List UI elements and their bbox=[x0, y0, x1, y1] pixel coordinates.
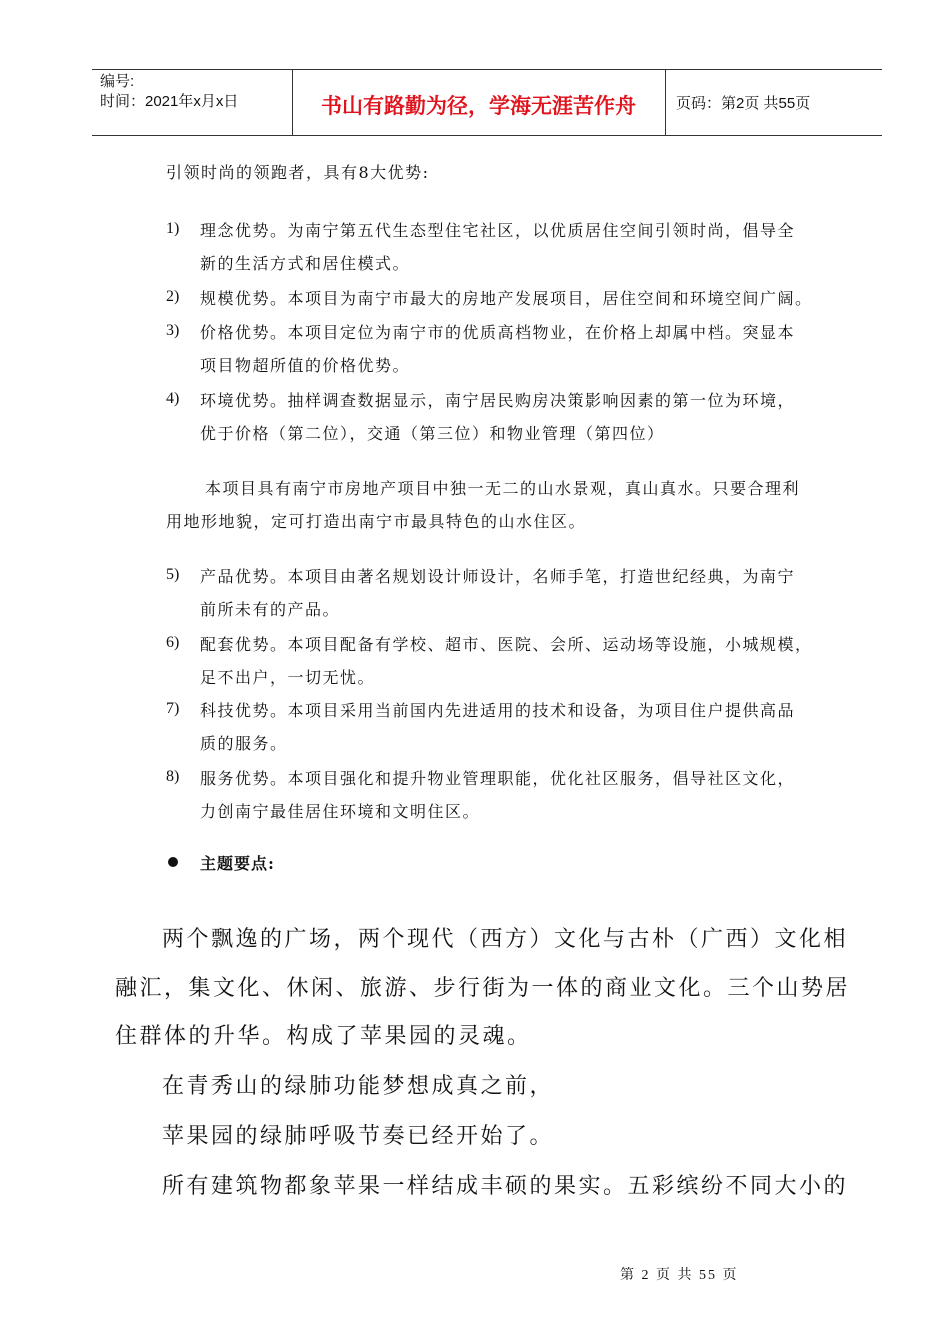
intro-text: 引领时尚的领跑者，具有8大优势: bbox=[166, 163, 430, 182]
list-item-number: 6) bbox=[166, 634, 180, 651]
bullet-icon bbox=[168, 857, 178, 867]
paragraph-line: 用地形地貌，定可打造出南宁市最具特色的山水住区。 bbox=[166, 512, 587, 531]
header-bottom-rule bbox=[92, 135, 882, 136]
theme-line: 所有建筑物都象苹果一样结成丰硕的果实。五彩缤纷不同大小的 bbox=[162, 1174, 849, 1199]
theme-line: 住群体的升华。构成了苹果园的灵魂。 bbox=[115, 1024, 532, 1049]
theme-heading: 主题要点: bbox=[200, 854, 275, 873]
theme-line: 两个飘逸的广场，两个现代（西方）文化与古朴（广西）文化相 bbox=[162, 927, 849, 952]
list-item-number: 5) bbox=[166, 566, 180, 583]
list-item-line: 科技优势。本项目采用当前国内先进适用的技术和设备，为项目住户提供高品 bbox=[200, 701, 796, 720]
theme-line: 苹果园的绿肺呼吸节奏已经开始了。 bbox=[162, 1124, 555, 1149]
list-item-line: 价格优势。本项目定位为南宁市的优质高档物业，在价格上却属中档。突显本 bbox=[200, 323, 796, 342]
list-item-line: 前所未有的产品。 bbox=[200, 600, 341, 619]
header-divider-right bbox=[665, 69, 666, 136]
list-item-line: 产品优势。本项目由著名规划设计师设计，名师手笔，打造世纪经典，为南宁 bbox=[200, 567, 796, 586]
list-item-line: 项目物超所值的价格优势。 bbox=[200, 356, 411, 375]
header-top-rule bbox=[92, 69, 882, 70]
list-item-number: 1) bbox=[166, 220, 180, 237]
list-item-line: 配套优势。本项目配备有学校、超市、医院、会所、运动场等设施，小城规模， bbox=[200, 635, 813, 654]
header-motto: 书山有路勤为径，学海无涯苦作舟 bbox=[321, 94, 636, 118]
page-footer: 第 2 页 共 55 页 bbox=[620, 1268, 739, 1283]
header-page-label: 页码：第2页 共55页 bbox=[676, 95, 811, 112]
paragraph-line: 本项目具有南宁市房地产项目中独一无二的山水景观，真山真水。只要合理利 bbox=[205, 479, 801, 498]
header-number-label: 编号: bbox=[100, 73, 135, 90]
list-item-line: 规模优势。本项目为南宁市最大的房地产发展项目，居住空间和环境空间广阔。 bbox=[200, 289, 813, 308]
list-item-line: 理念优势。为南宁第五代生态型住宅社区，以优质居住空间引领时尚，倡导全 bbox=[200, 221, 796, 240]
list-item-number: 8) bbox=[166, 768, 180, 785]
list-item-line: 足不出户，一切无忧。 bbox=[200, 668, 376, 687]
list-item-number: 4) bbox=[166, 390, 180, 407]
list-item-line: 服务优势。本项目强化和提升物业管理职能，优化社区服务，倡导社区文化， bbox=[200, 769, 796, 788]
theme-line: 融汇，集文化、休闲、旅游、步行街为一体的商业文化。三个山势居 bbox=[115, 976, 851, 1001]
list-item-number: 2) bbox=[166, 288, 180, 305]
list-item-line: 质的服务。 bbox=[200, 734, 288, 753]
header-time-label: 时间：2021年x月x日 bbox=[100, 93, 239, 110]
theme-line: 在青秀山的绿肺功能梦想成真之前， bbox=[162, 1074, 555, 1099]
list-item-line: 环境优势。抽样调查数据显示，南宁居民购房决策影响因素的第一位为环境， bbox=[200, 391, 796, 410]
list-item-line: 优于价格（第二位），交通（第三位）和物业管理（第四位） bbox=[200, 424, 665, 443]
list-item-number: 3) bbox=[166, 322, 180, 339]
list-item-line: 新的生活方式和居住模式。 bbox=[200, 254, 411, 273]
list-item-line: 力创南宁最佳居住环境和文明住区。 bbox=[200, 802, 481, 821]
list-item-number: 7) bbox=[166, 700, 180, 717]
